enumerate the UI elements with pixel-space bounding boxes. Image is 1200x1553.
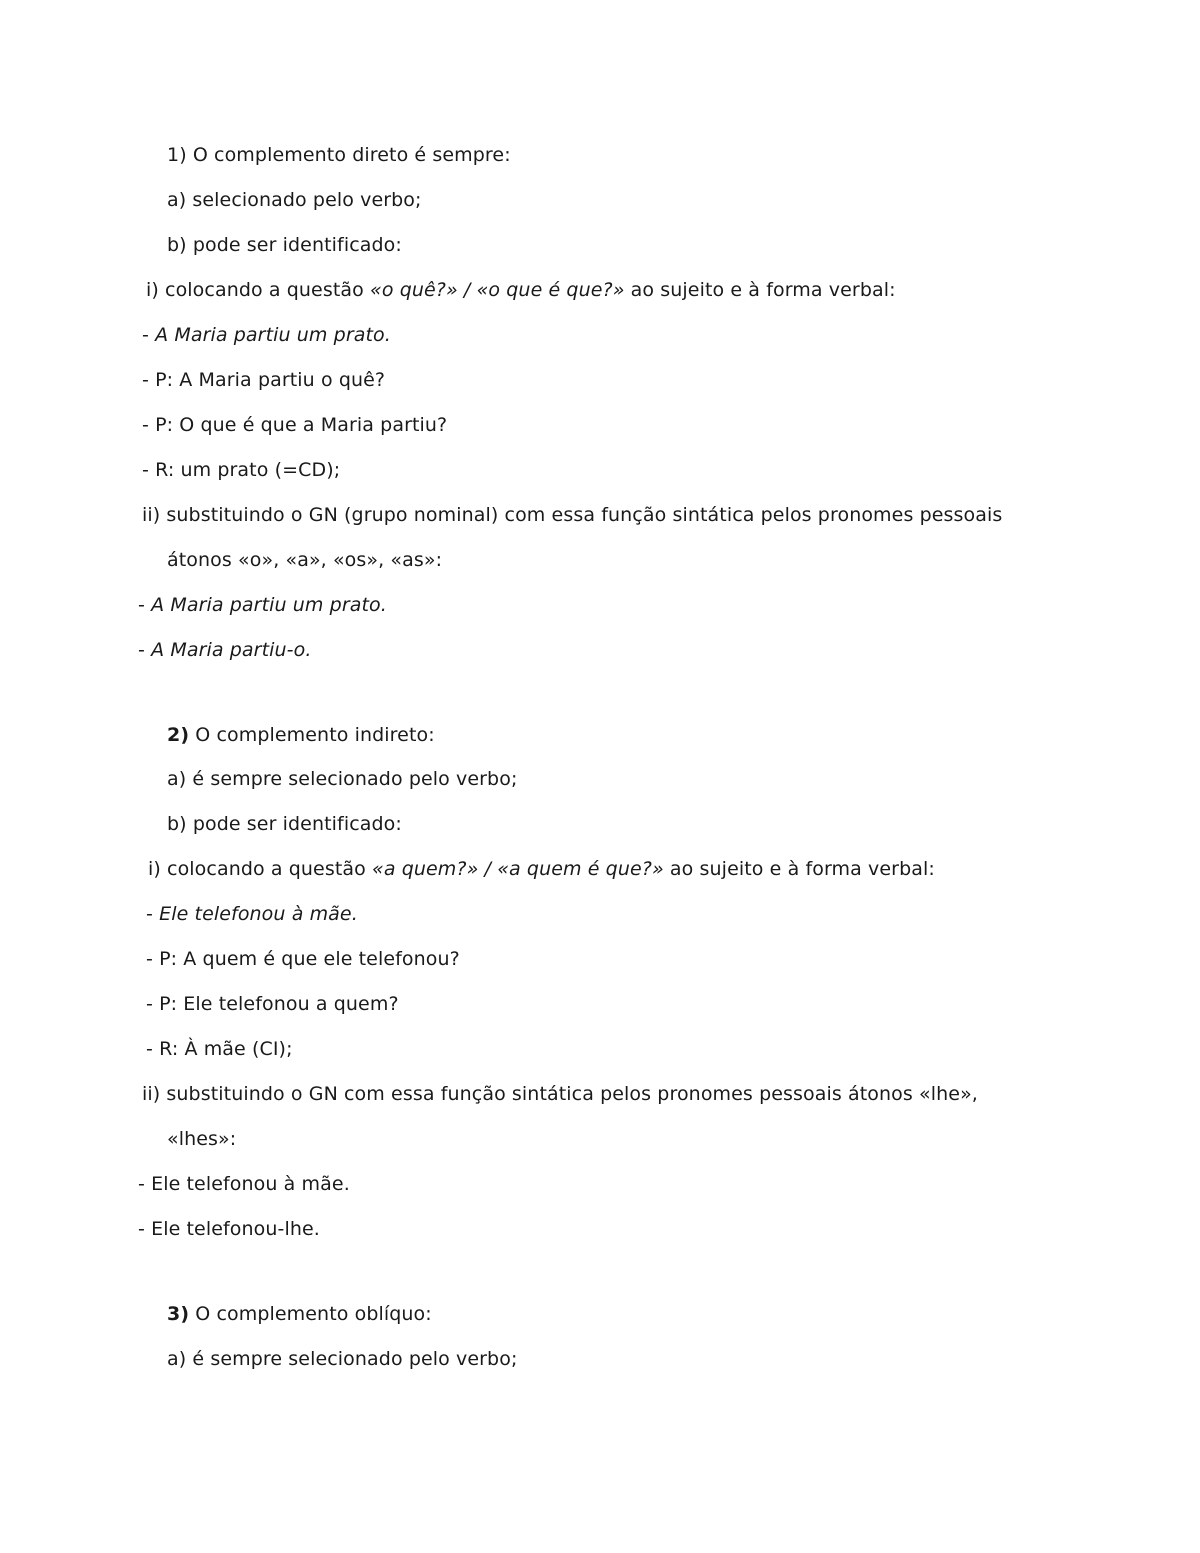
section1-example-1-text: A Maria partiu um prato. <box>155 324 391 346</box>
section2-title: O complemento indireto: <box>189 724 435 746</box>
section1-example-1 <box>142 322 391 348</box>
section2-example-1 <box>146 901 358 927</box>
section1-item-a: a) selecionado pelo verbo; <box>167 189 422 211</box>
section3-item-a: a) é sempre selecionado pelo verbo; <box>167 1348 518 1370</box>
section1-item-ii-line1: ii) substituindo o GN (grupo nominal) com essa função sintática pelos pronomes pessoais <box>142 504 1003 526</box>
section2-i-question: «a quem?» / «a quem é que?» <box>372 858 664 880</box>
section2-example-1-text: Ele telefonou à mãe. <box>159 903 358 925</box>
section1-example-3-text: A Maria partiu-o. <box>151 639 312 661</box>
section2-item-a: a) é sempre selecionado pelo verbo; <box>167 768 518 790</box>
section1-i-suffix: ao sujeito e à forma verbal: <box>624 279 896 301</box>
section2-answer: - R: À mãe (CI); <box>146 1038 293 1060</box>
section1-question-2: - P: O que é que a Maria partiu? <box>142 414 448 436</box>
section2-example-2: - Ele telefonou à mãe. <box>138 1173 350 1195</box>
section1-i-prefix: i) colocando a questão <box>146 279 370 301</box>
section1-question-1: - P: A Maria partiu o quê? <box>142 369 386 391</box>
section1-example-2-text: A Maria partiu um prato. <box>151 594 387 616</box>
section2-example-3: - Ele telefonou-lhe. <box>138 1218 320 1240</box>
section2-number: 2) <box>167 724 190 746</box>
section1-i-question: «o quê?» / «o que é que?» <box>370 279 625 301</box>
section2-item-ii-line2: «lhes»: <box>167 1128 237 1150</box>
section3-number: 3) <box>167 1303 190 1325</box>
section3-title: O complemento oblíquo: <box>189 1303 432 1325</box>
section1-example-3 <box>138 637 311 663</box>
dash: - <box>138 639 152 661</box>
section2-heading <box>167 722 435 748</box>
section2-i-suffix: ao sujeito e à forma verbal: <box>663 858 935 880</box>
section3-heading <box>167 1301 432 1327</box>
section1-answer: - R: um prato (=CD); <box>142 459 341 481</box>
section2-question-1: - P: A quem é que ele telefonou? <box>146 948 460 970</box>
section1-heading: 1) O complemento direto é sempre: <box>167 144 511 166</box>
section2-i-prefix: i) colocando a questão <box>148 858 372 880</box>
section2-item-i <box>148 856 935 882</box>
section1-item-b: b) pode ser identificado: <box>167 234 402 256</box>
section2-question-2: - P: Ele telefonou a quem? <box>146 993 399 1015</box>
dash: - <box>146 903 160 925</box>
section2-item-b: b) pode ser identificado: <box>167 813 402 835</box>
section1-item-ii-line2: átonos «o», «a», «os», «as»: <box>167 549 443 571</box>
section2-item-ii-line1: ii) substituindo o GN com essa função sintática pelos pronomes pessoais átonos «lhe», <box>142 1083 978 1105</box>
dash: - <box>142 324 156 346</box>
dash: - <box>138 594 152 616</box>
section1-item-i <box>146 277 896 303</box>
section1-example-2 <box>138 592 387 618</box>
